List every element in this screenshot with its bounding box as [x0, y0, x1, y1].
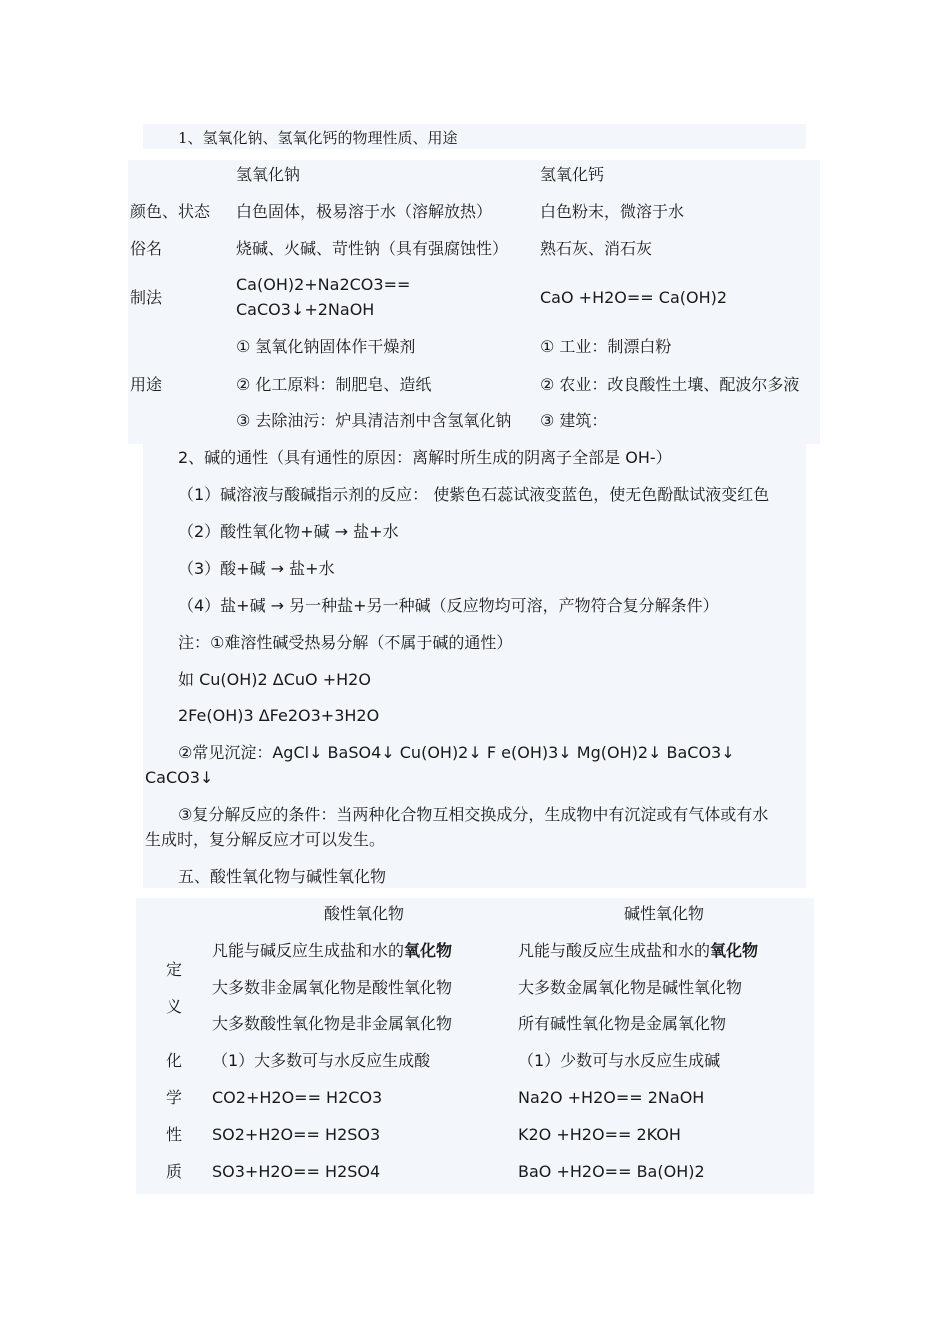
- property-item-3: （3）酸+碱 → 盐+水: [178, 559, 335, 578]
- def-basic-1: 凡能与酸反应生成盐和水的氧化物: [518, 941, 759, 960]
- cell-caoh2-use-3: ③ 建筑：: [540, 411, 608, 430]
- row-label-definition-2: 义: [166, 997, 183, 1016]
- row-label-uses: 用途: [130, 375, 163, 394]
- section2-heading: 2、碱的通性（具有通性的原因：离解时所生成的阴离子全部是 OH-）: [178, 448, 672, 467]
- chem-acidic-4: SO3+H2O== H2SO4: [212, 1162, 381, 1181]
- chem-basic-4: BaO +H2O== Ba(OH)2: [518, 1162, 705, 1181]
- cell-naoh-use-3: ③ 去除油污：炉具清洁剂中含氢氧化钠: [236, 411, 512, 430]
- row-label-definition-1: 定: [166, 960, 183, 979]
- def-acidic-2: 大多数非金属氧化物是酸性氧化物: [212, 978, 453, 997]
- row-label-chem-3: 性: [166, 1125, 183, 1144]
- cell-caoh2-use-2: ② 农业：改良酸性土壤、配波尔多液: [540, 375, 800, 394]
- row-label-preparation: 制法: [130, 288, 163, 307]
- cell-naoh-common-name: 烧碱、火碱、苛性钠（具有强腐蚀性）: [236, 239, 509, 258]
- note-2-line2: CaCO3↓: [145, 768, 214, 787]
- cell-naoh-use-2: ② 化工原料：制肥皂、造纸: [236, 375, 432, 394]
- chem-basic-2: Na2O +H2O== 2NaOH: [518, 1088, 705, 1107]
- cell-caoh2-use-1: ① 工业：制漂白粉: [540, 337, 672, 356]
- def-acidic-1: 凡能与碱反应生成盐和水的氧化物: [212, 941, 453, 960]
- row-label-chem-4: 质: [166, 1162, 183, 1181]
- property-item-2: （2）酸性氧化物+碱 → 盐+水: [178, 522, 399, 541]
- row-label-common-name: 俗名: [130, 239, 163, 258]
- row-label-chem-1: 化: [166, 1051, 183, 1070]
- chem-basic-1: （1）少数可与水反应生成碱: [518, 1051, 721, 1070]
- cell-caoh2-common-name: 熟石灰、消石灰: [540, 239, 653, 258]
- section5-heading: 五、酸性氧化物与碱性氧化物: [178, 867, 387, 886]
- note-3-line2: 生成时，复分解反应才可以发生。: [145, 830, 386, 849]
- cell-naoh-color-state: 白色固体，极易溶于水（溶解放热）: [236, 202, 493, 221]
- note-3-line1: ③复分解反应的条件：当两种化合物互相交换成分，生成物中有沉淀或有气体或有水: [178, 805, 769, 824]
- def-basic-2: 大多数金属氧化物是碱性氧化物: [518, 978, 743, 997]
- col-header-naoh: 氢氧化钠: [236, 165, 301, 184]
- cell-naoh-preparation-line2: CaCO3↓+2NaOH: [236, 300, 375, 319]
- note-2-line1: ②常见沉淀：AgCl↓ BaSO4↓ Cu(OH)2↓ F e(OH)3↓ Mg(OH)2↓ BaCO3↓: [178, 743, 735, 762]
- note-1: 注：①难溶性碱受热易分解（不属于碱的通性）: [178, 633, 513, 652]
- col-header-acidic-oxide: 酸性氧化物: [324, 904, 405, 923]
- chem-acidic-2: CO2+H2O== H2CO3: [212, 1088, 383, 1107]
- section1-heading: 1、氢氧化钠、氢氧化钙的物理性质、用途: [178, 129, 458, 147]
- equation-cuoh2: 如 Cu(OH)2 ΔCuO +H2O: [178, 670, 371, 689]
- chem-acidic-1: （1）大多数可与水反应生成酸: [212, 1051, 431, 1070]
- def-basic-3: 所有碱性氧化物是金属氧化物: [518, 1014, 727, 1033]
- chem-basic-3: K2O +H2O== 2KOH: [518, 1125, 681, 1144]
- property-item-1: （1）碱溶液与酸碱指示剂的反应： 使紫色石蕊试液变蓝色，使无色酚酞试液变红色: [178, 485, 770, 504]
- cell-naoh-preparation-line1: Ca(OH)2+Na2CO3==: [236, 275, 411, 294]
- row-label-color-state: 颜色、状态: [130, 202, 211, 221]
- col-header-caoh2: 氢氧化钙: [540, 165, 605, 184]
- equation-feoh3: 2Fe(OH)3 ΔFe2O3+3H2O: [178, 706, 380, 725]
- def-acidic-3: 大多数酸性氧化物是非金属氧化物: [212, 1014, 453, 1033]
- cell-caoh2-color-state: 白色粉末，微溶于水: [540, 202, 685, 221]
- row-label-chem-2: 学: [166, 1088, 183, 1107]
- property-item-4: （4）盐+碱 → 另一种盐+另一种碱（反应物均可溶，产物符合复分解条件）: [178, 596, 719, 615]
- cell-caoh2-preparation: CaO +H2O== Ca(OH)2: [540, 288, 728, 307]
- cell-naoh-use-1: ① 氢氧化钠固体作干燥剂: [236, 337, 416, 356]
- col-header-basic-oxide: 碱性氧化物: [624, 904, 705, 923]
- chem-acidic-3: SO2+H2O== H2SO3: [212, 1125, 381, 1144]
